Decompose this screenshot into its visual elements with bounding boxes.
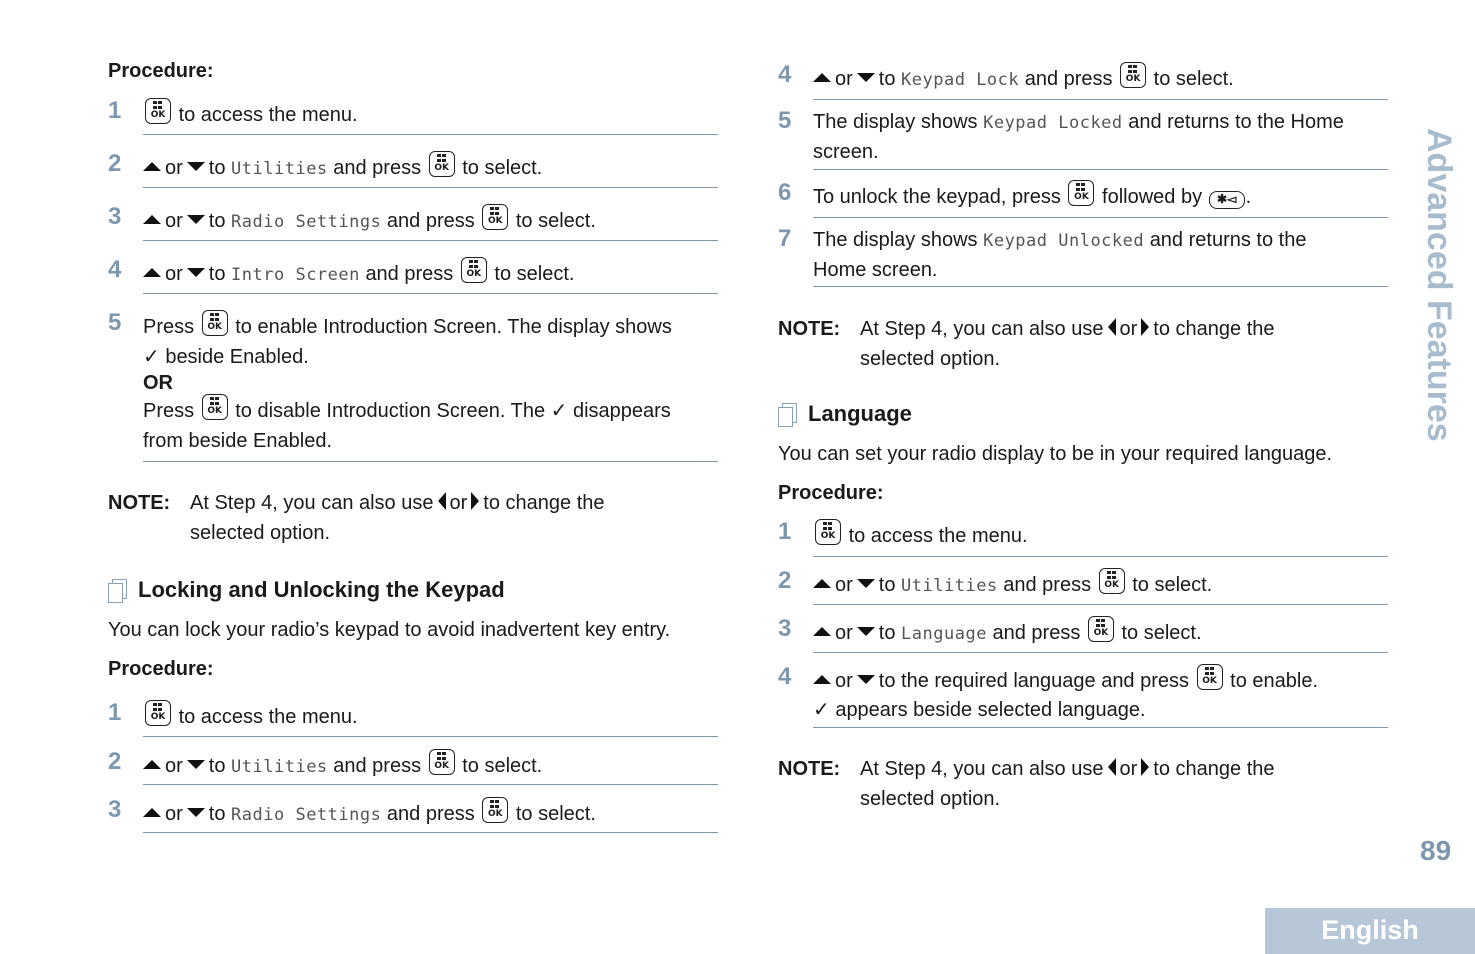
menu-ok-key-icon: OK bbox=[202, 310, 228, 336]
step-text: or to Utilities and press OK to select. bbox=[143, 151, 718, 184]
step-number: 3 bbox=[778, 615, 792, 642]
step-text: Press OK to enable Introduction Screen. The display shows ✓ beside Enabled. OR Press OK to disable Introduction Screen. The ✓ disappears from beside Enabled. bbox=[143, 310, 718, 456]
step-number: 2 bbox=[108, 150, 122, 177]
procedure-label: Procedure: bbox=[108, 658, 214, 680]
up-arrow-icon bbox=[143, 268, 161, 277]
divider bbox=[143, 784, 718, 785]
section-heading-language: Language bbox=[778, 399, 912, 429]
up-arrow-icon bbox=[813, 579, 831, 588]
up-arrow-icon bbox=[813, 675, 831, 684]
step-text: OK to access the menu. bbox=[143, 700, 718, 732]
step-text: The display shows Keypad Locked and returns to the Home screen. bbox=[813, 111, 1344, 163]
menu-ok-key-icon: OK bbox=[429, 151, 455, 177]
step-number: 3 bbox=[108, 203, 122, 230]
divider bbox=[143, 293, 718, 294]
menu-ok-key-icon: OK bbox=[145, 98, 171, 124]
step-number: 7 bbox=[778, 225, 792, 252]
step-text: OK to access the menu. bbox=[813, 519, 1388, 551]
procedure-label: Procedure: bbox=[108, 60, 214, 82]
step-number: 4 bbox=[108, 256, 122, 283]
step-text: To unlock the keypad, press OK followed by ✱◅ . bbox=[813, 180, 1388, 212]
divider bbox=[813, 99, 1388, 100]
divider bbox=[143, 461, 718, 462]
check-line: ✓ beside Enabled. bbox=[143, 346, 309, 368]
step-text: or to Language and press OK to select. bbox=[813, 616, 1388, 649]
procedure-label: Procedure: bbox=[778, 482, 884, 504]
step-number: 1 bbox=[778, 518, 792, 545]
divider bbox=[813, 727, 1388, 728]
step-text: OK to access the menu. bbox=[143, 98, 718, 130]
chapter-side-tab: Advanced Features bbox=[1420, 128, 1458, 442]
menu-ok-key-icon: OK bbox=[1088, 616, 1114, 642]
star-key-icon: ✱◅ bbox=[1209, 191, 1245, 209]
down-arrow-icon bbox=[857, 675, 875, 684]
menu-item-text: Utilities bbox=[231, 757, 328, 777]
divider bbox=[143, 736, 718, 737]
menu-ok-key-icon: OK bbox=[429, 749, 455, 775]
up-arrow-icon bbox=[143, 215, 161, 224]
divider bbox=[813, 556, 1388, 557]
menu-item-text: Keypad Lock bbox=[901, 70, 1020, 90]
menu-ok-key-icon: OK bbox=[1197, 664, 1223, 690]
up-arrow-icon bbox=[143, 162, 161, 171]
left-arrow-icon bbox=[1108, 758, 1116, 776]
step-text: or to Utilities and press OK to select. bbox=[143, 749, 718, 782]
note-text: At Step 4, you can also use or to change the selected option. bbox=[860, 758, 1275, 810]
step-number: 3 bbox=[108, 796, 122, 823]
right-arrow-icon bbox=[1141, 318, 1149, 336]
menu-item-text: Intro Screen bbox=[231, 265, 360, 285]
check-line: ✓ appears beside selected language. bbox=[813, 699, 1146, 721]
step-number: 1 bbox=[108, 97, 122, 124]
down-arrow-icon bbox=[857, 627, 875, 636]
menu-item-text: Language bbox=[901, 624, 987, 644]
right-arrow-icon bbox=[1141, 758, 1149, 776]
down-arrow-icon bbox=[187, 808, 205, 817]
step-number: 6 bbox=[778, 179, 792, 206]
menu-item-text: Radio Settings bbox=[231, 212, 382, 232]
section-intro: You can lock your radio’s keypad to avoid inadvertent key entry. bbox=[108, 619, 671, 641]
right-arrow-icon bbox=[471, 492, 479, 510]
note-text: At Step 4, you can also use or to change the selected option. bbox=[190, 492, 605, 544]
step-number: 1 bbox=[108, 699, 122, 726]
divider bbox=[813, 169, 1388, 170]
language-tab: English bbox=[1265, 908, 1475, 954]
menu-item-text: Radio Settings bbox=[231, 805, 382, 825]
up-arrow-icon bbox=[813, 73, 831, 82]
section-intro: You can set your radio display to be in your required language. bbox=[778, 443, 1333, 465]
book-icon bbox=[108, 579, 126, 601]
menu-ok-key-icon: OK bbox=[1120, 62, 1146, 88]
step-number: 5 bbox=[778, 107, 792, 134]
menu-ok-key-icon: OK bbox=[461, 257, 487, 283]
book-icon bbox=[778, 403, 796, 425]
step-number: 4 bbox=[778, 663, 792, 690]
down-arrow-icon bbox=[187, 215, 205, 224]
step-text: or to Radio Settings and press OK to select. bbox=[143, 204, 718, 237]
up-arrow-icon bbox=[143, 760, 161, 769]
menu-ok-key-icon: OK bbox=[202, 394, 228, 420]
menu-ok-key-icon: OK bbox=[145, 700, 171, 726]
step-number: 2 bbox=[108, 748, 122, 775]
up-arrow-icon bbox=[813, 627, 831, 636]
or-label: OR bbox=[143, 372, 173, 394]
divider bbox=[143, 832, 718, 833]
step-text: or to Intro Screen and press OK to select. bbox=[143, 257, 718, 290]
step-number: 4 bbox=[778, 61, 792, 88]
step-text: or to Utilities and press OK to select. bbox=[813, 568, 1388, 601]
down-arrow-icon bbox=[857, 73, 875, 82]
divider bbox=[813, 652, 1388, 653]
step-text: or to the required language and press OK to enable. ✓ appears beside selected language. bbox=[813, 664, 1388, 725]
section-heading-keypad: Locking and Unlocking the Keypad bbox=[108, 575, 505, 605]
divider bbox=[143, 134, 718, 135]
note-label: NOTE: bbox=[778, 758, 841, 780]
menu-ok-key-icon: OK bbox=[815, 519, 841, 545]
down-arrow-icon bbox=[187, 760, 205, 769]
note-label: NOTE: bbox=[778, 318, 841, 340]
divider bbox=[143, 187, 718, 188]
menu-ok-key-icon: OK bbox=[1068, 180, 1094, 206]
step-text: or to Keypad Lock and press OK to select. bbox=[813, 62, 1388, 95]
menu-item-text: Utilities bbox=[901, 576, 998, 596]
menu-item-text: Utilities bbox=[231, 159, 328, 179]
left-arrow-icon bbox=[438, 492, 446, 510]
step-number: 2 bbox=[778, 567, 792, 594]
note-text: At Step 4, you can also use or to change the selected option. bbox=[860, 318, 1275, 370]
menu-ok-key-icon: OK bbox=[1099, 568, 1125, 594]
step-text: or to Radio Settings and press OK to select. bbox=[143, 797, 718, 830]
menu-item-text: Keypad Unlocked bbox=[983, 231, 1145, 251]
divider bbox=[813, 286, 1388, 287]
divider bbox=[813, 604, 1388, 605]
menu-ok-key-icon: OK bbox=[482, 204, 508, 230]
step-text: The display shows Keypad Unlocked and returns to the Home screen. bbox=[813, 229, 1307, 281]
menu-ok-key-icon: OK bbox=[482, 797, 508, 823]
note-label: NOTE: bbox=[108, 492, 171, 514]
down-arrow-icon bbox=[187, 162, 205, 171]
down-arrow-icon bbox=[857, 579, 875, 588]
page-number: 89 bbox=[1420, 835, 1452, 866]
step-number: 5 bbox=[108, 309, 122, 336]
divider bbox=[143, 240, 718, 241]
left-arrow-icon bbox=[1108, 318, 1116, 336]
divider bbox=[813, 217, 1388, 218]
menu-item-text: Keypad Locked bbox=[983, 113, 1123, 133]
down-arrow-icon bbox=[187, 268, 205, 277]
up-arrow-icon bbox=[143, 808, 161, 817]
